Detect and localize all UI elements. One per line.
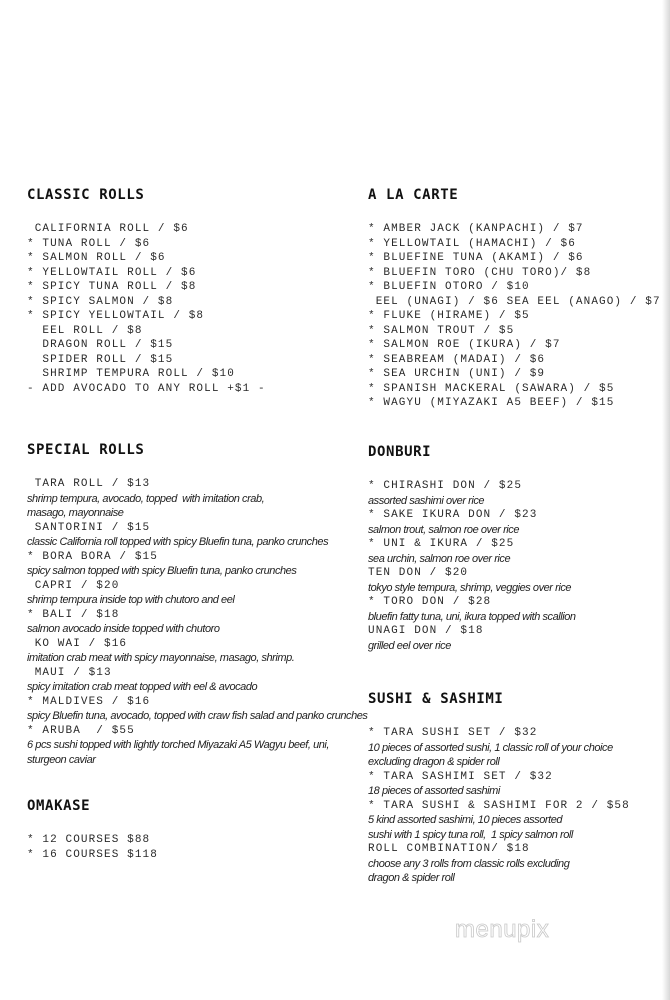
page-edge-shadow	[662, 0, 670, 1000]
menu-item-description: sturgeon caviar	[27, 753, 96, 766]
menu-item: * WAGYU (MIYAZAKI A5 BEEF) / $15	[368, 397, 615, 409]
section-a-la-carte	[368, 186, 661, 411]
menu-item-description: choose any 3 rolls from classic rolls excluding	[368, 857, 570, 870]
menu-item: * SALMON TROUT / $5	[368, 324, 515, 337]
menu-item: CALIFORNIA ROLL / $6	[27, 223, 189, 235]
menu-item-description: salmon avocado inside topped with chutoro	[27, 623, 220, 635]
menu-item-description: spicy salmon topped with spicy Bluefin tuna, panko crunches	[27, 565, 297, 577]
menu-item-description: tokyo style tempura, shrimp, veggies over rice	[368, 581, 572, 594]
section-heading: SUSHI & SASHIMI	[368, 691, 504, 707]
menu-item: * BALI / $18	[27, 608, 120, 621]
menu-item: * AMBER JACK (KANPACHI) / $7	[368, 223, 584, 235]
section-heading: OMAKASE	[27, 798, 91, 814]
menu-item: SANTORINI / $15	[27, 521, 151, 534]
section-heading: A LA CARTE	[368, 187, 459, 203]
menu-list	[27, 833, 158, 862]
section-donburi	[368, 443, 576, 653]
menu-item: * BLUEFINE TUNA (AKAMI) / $6	[368, 252, 584, 264]
menu-item-description: sushi with 1 spicy tuna roll, 1 spicy salmon roll	[368, 828, 573, 841]
menu-item: ROLL COMBINATION/ $18	[368, 843, 530, 855]
menu-item: * CHIRASHI DON / $25	[368, 480, 523, 492]
section-heading: SPECIAL ROLLS	[27, 442, 145, 458]
menu-item-description: imitation crab meat with spicy mayonnaise, masago, shrimp.	[27, 652, 295, 664]
menu-item: * SEA URCHIN (UNI) / $9	[368, 368, 546, 380]
menu-item: CAPRI / $20	[27, 579, 120, 592]
menu-item-description: classic California roll topped with spicy Bluefin tuna, panko crunches	[27, 536, 329, 548]
menu-item: * BLUEFIN OTORO / $10	[368, 281, 530, 293]
menu-item: * 16 COURSES $118	[27, 848, 158, 861]
menu-item: EEL ROLL / $8	[27, 324, 143, 337]
menu-item: SHRIMP TEMPURA ROLL / $10	[27, 368, 235, 380]
menu-item: * SALMON ROLL / $6	[27, 252, 166, 264]
menu-item: * TUNA ROLL / $6	[27, 237, 151, 250]
menu-item: UNAGI DON / $18	[368, 625, 484, 637]
menu-item: * TORO DON / $28	[368, 596, 492, 608]
menu-item-description: spicy Bluefin tuna, avocado, topped with craw fish salad and panko crunches	[27, 710, 368, 722]
menu-item: * SEABREAM (MADAI) / $6	[368, 353, 546, 366]
menu-item: * SPANISH MACKERAL (SAWARA) / $5	[368, 382, 615, 395]
section-special-rolls	[27, 441, 367, 767]
menu-item: * SALMON ROE (IKURA) / $7	[368, 339, 561, 351]
menu-item-description: 5 kind assorted sashimi, 10 pieces assorted	[368, 814, 563, 826]
menu-item-description: masago, mayonnaise	[27, 507, 124, 519]
menu-item: * SAKE IKURA DON / $23	[368, 509, 538, 521]
menu-list	[368, 726, 630, 886]
menu-item-description: bluefin fatty tuna, uni, ikura topped with scallion	[368, 610, 576, 623]
menu-item-description: sea urchin, salmon roe over rice	[368, 552, 511, 565]
menu-item-description: 6 pcs sushi topped with lightly torched Miyazaki A5 Wagyu beef, uni,	[27, 739, 330, 751]
section-heading: CLASSIC ROLLS	[27, 187, 145, 203]
menu-item-description: salmon trout, salmon roe over rice	[368, 523, 519, 536]
menu-item: EEL (UNAGI) / $6 SEA EEL (ANAGO) / $7	[368, 295, 661, 308]
menu-item: * BORA BORA / $15	[27, 550, 158, 563]
menu-item: * SPICY SALMON / $8	[27, 295, 174, 308]
menu-item-description: 10 pieces of assorted sushi, 1 classic roll of your choice	[368, 741, 613, 754]
menu-item: * SPICY YELLOWTAIL / $8	[27, 310, 205, 322]
section-classic-rolls	[27, 186, 266, 396]
menu-item: * YELLOWTAIL ROLL / $6	[27, 266, 197, 279]
menu-item: TARA ROLL / $13	[27, 478, 151, 490]
section-omakase	[27, 797, 158, 862]
section-heading: DONBURI	[368, 444, 432, 460]
menu-item: * SPICY TUNA ROLL / $8	[27, 281, 197, 293]
menu-item-description: excluding dragon & spider roll	[368, 756, 500, 768]
section-sushi-sashimi	[368, 690, 630, 886]
menu-item: * UNI & IKURA / $25	[368, 538, 515, 550]
menu-item-description: spicy imitation crab meat topped with eel & avocado	[27, 681, 258, 693]
menu-list	[368, 222, 661, 411]
menu-item: TEN DON / $20	[368, 567, 469, 579]
menu-list	[368, 479, 576, 653]
menu-item-description: shrimp tempura inside top with chutoro and eel	[27, 594, 235, 606]
menu-item: * ARUBA / $55	[27, 724, 135, 737]
menu-list	[27, 222, 266, 396]
menu-item: SPIDER ROLL / $15	[27, 353, 174, 366]
menupix-watermark: menupix	[455, 916, 550, 943]
menu-item-description: shrimp tempura, avocado, topped with imitation crab,	[27, 492, 265, 505]
menu-item: DRAGON ROLL / $15	[27, 339, 174, 351]
menu-item: * MALDIVES / $16	[27, 695, 151, 708]
menu-item: * FLUKE (HIRAME) / $5	[368, 310, 530, 322]
menu-item-description: assorted sashimi over rice	[368, 494, 485, 507]
menu-item-description: 18 pieces of assorted sashimi	[368, 785, 500, 797]
menu-item: * TARA SUSHI SET / $32	[368, 727, 538, 739]
menu-item: * 12 COURSES $88	[27, 834, 151, 846]
menu-item-description: grilled eel over rice	[368, 639, 451, 652]
menu-item: KO WAI / $16	[27, 637, 128, 650]
menu-list	[27, 477, 367, 767]
menu-item-description: dragon & spider roll	[368, 872, 455, 884]
menu-item: * TARA SUSHI & SASHIMI FOR 2 / $58	[368, 799, 630, 812]
menu-item: * TARA SASHIMI SET / $32	[368, 770, 553, 783]
menu-item: MAUI / $13	[27, 666, 112, 679]
menu-item: * YELLOWTAIL (HAMACHI) / $6	[368, 237, 576, 250]
menu-item: * BLUEFIN TORO (CHU TORO)/ $8	[368, 266, 592, 279]
menu-item: - ADD AVOCADO TO ANY ROLL +$1 -	[27, 382, 266, 395]
